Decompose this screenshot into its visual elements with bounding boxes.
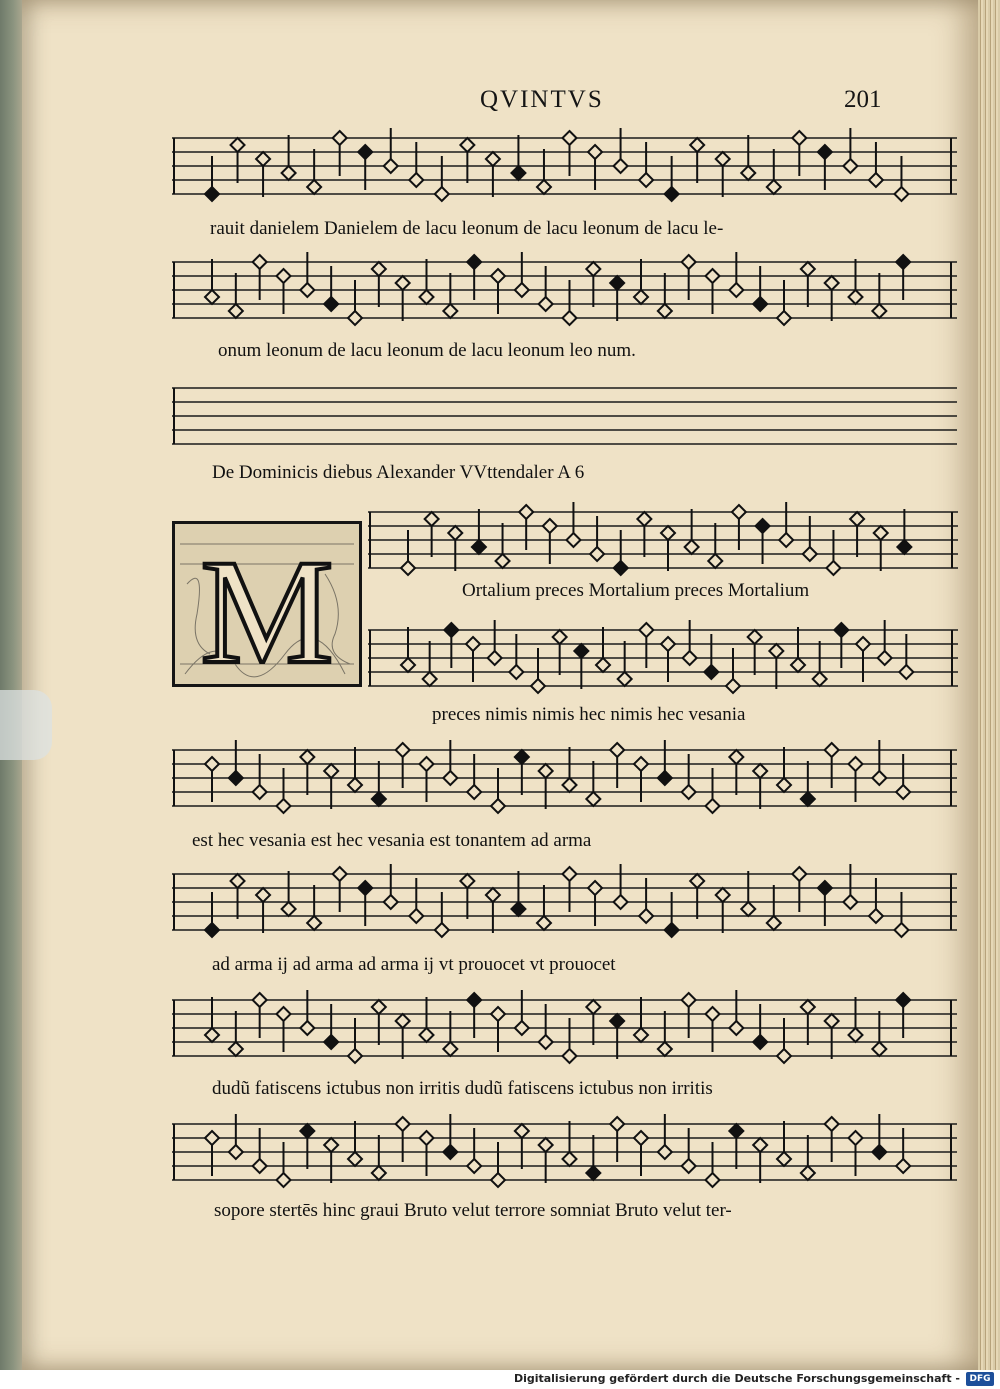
note [348, 1018, 362, 1063]
note [658, 1011, 672, 1056]
piece-title: De Dominicis diebus Alexander VVttendaler A 6 [212, 462, 585, 483]
note [553, 630, 567, 675]
note [753, 1004, 767, 1049]
note [409, 142, 423, 187]
note [253, 255, 267, 300]
note [396, 743, 410, 788]
note [443, 740, 457, 785]
note [658, 273, 672, 318]
note [307, 149, 321, 194]
note [511, 135, 525, 180]
note [682, 255, 696, 300]
note [460, 874, 474, 919]
footer-bar [0, 1370, 1000, 1389]
note [300, 1124, 314, 1169]
decorated-initial [172, 521, 362, 687]
lyric-line: preces nimis nimis hec nimis hec vesania [432, 704, 746, 725]
note [444, 623, 458, 668]
note [488, 620, 502, 665]
note [574, 644, 588, 689]
note [614, 864, 628, 909]
note [277, 269, 291, 314]
note [849, 259, 863, 304]
note [803, 516, 817, 561]
note [372, 1000, 386, 1045]
note [566, 502, 580, 547]
note [229, 1114, 243, 1159]
note [511, 871, 525, 916]
note [256, 152, 270, 197]
note [634, 1131, 648, 1176]
note [639, 878, 653, 923]
note [818, 881, 832, 926]
note [896, 754, 910, 799]
note [435, 892, 449, 937]
lyric-line: rauit danielem Danielem de lacu leonum de lacu leonum de lacu le- [210, 218, 724, 239]
note [849, 997, 863, 1042]
note [899, 634, 913, 679]
note [665, 892, 679, 937]
note [467, 754, 481, 799]
note [229, 740, 243, 785]
note [491, 269, 505, 314]
note [634, 997, 648, 1042]
note [466, 637, 480, 682]
lyric-line: sopore stertēs hinc graui Bruto velut terrore somniat Bruto velut ter- [214, 1200, 732, 1221]
note [324, 764, 338, 809]
note [792, 867, 806, 912]
note [277, 1007, 291, 1052]
note [396, 1014, 410, 1059]
note [531, 648, 545, 693]
note [515, 750, 529, 795]
note [205, 156, 219, 201]
note [358, 881, 372, 926]
note [300, 750, 314, 795]
note [372, 761, 386, 806]
note [716, 888, 730, 933]
note [448, 526, 462, 571]
note [277, 768, 291, 813]
note [253, 1128, 267, 1173]
footer-credit: Digitalisierung gefördert durch die Deutsche Forschungsgemeinschaft - [513, 1372, 960, 1385]
note [205, 259, 219, 304]
note [850, 512, 864, 557]
music-staff [172, 244, 957, 344]
note [396, 276, 410, 321]
note [586, 1000, 600, 1045]
note [348, 1121, 362, 1166]
note [420, 757, 434, 802]
note [872, 273, 886, 318]
note [596, 627, 610, 672]
note [726, 648, 740, 693]
note [324, 1004, 338, 1049]
music-staff-empty [172, 370, 957, 450]
note [486, 152, 500, 197]
note [658, 1114, 672, 1159]
note [282, 871, 296, 916]
note [756, 519, 770, 564]
note [708, 523, 722, 568]
note [610, 1014, 624, 1059]
note [539, 1004, 553, 1049]
note [753, 1138, 767, 1183]
lyric-line: est hec vesania est hec vesania est tonantem ad arma [192, 830, 592, 851]
note [777, 1121, 791, 1166]
note [563, 867, 577, 912]
note [348, 747, 362, 792]
note [682, 993, 696, 1038]
note [472, 509, 486, 554]
note [894, 892, 908, 937]
note [896, 993, 910, 1038]
note [614, 128, 628, 173]
note [801, 761, 815, 806]
note [372, 262, 386, 307]
note [300, 252, 314, 297]
note [813, 641, 827, 686]
note [818, 145, 832, 190]
note [333, 867, 347, 912]
note [661, 526, 675, 571]
note [777, 747, 791, 792]
note [401, 627, 415, 672]
note [732, 505, 746, 550]
note [849, 757, 863, 802]
note [729, 750, 743, 795]
note [610, 743, 624, 788]
note [563, 747, 577, 792]
note [637, 512, 651, 557]
note [741, 135, 755, 180]
note [825, 1117, 839, 1162]
note [872, 1011, 886, 1056]
note [792, 131, 806, 176]
note [897, 509, 911, 554]
music-staff [172, 120, 957, 220]
note [872, 1114, 886, 1159]
note [515, 1124, 529, 1169]
note [277, 1142, 291, 1187]
note [801, 1135, 815, 1180]
note [706, 768, 720, 813]
note [588, 881, 602, 926]
music-staff [172, 982, 957, 1082]
note [610, 1117, 624, 1162]
note [324, 1138, 338, 1183]
note [537, 885, 551, 930]
note [590, 516, 604, 561]
note [716, 152, 730, 197]
note [753, 266, 767, 311]
note [253, 993, 267, 1038]
note [491, 1142, 505, 1187]
note [443, 1011, 457, 1056]
note [706, 1007, 720, 1052]
note [586, 262, 600, 307]
note [777, 1018, 791, 1063]
note [324, 266, 338, 311]
note [467, 1128, 481, 1173]
note [358, 145, 372, 190]
note [685, 509, 699, 554]
note [588, 145, 602, 190]
note [384, 864, 398, 909]
note [825, 1014, 839, 1059]
note [690, 874, 704, 919]
note [834, 623, 848, 668]
lyric-line: onum leonum de lacu leonum de lacu leonum leo num. [218, 340, 636, 361]
note [729, 252, 743, 297]
note [543, 519, 557, 564]
note [401, 530, 415, 575]
note [205, 757, 219, 802]
note [231, 138, 245, 183]
lyric-line: ad arma ij ad arma ad arma ij vt prouocet vt prouocet [212, 954, 616, 975]
note [753, 764, 767, 809]
note [682, 1128, 696, 1173]
note [729, 1124, 743, 1169]
note [856, 637, 870, 682]
note [515, 990, 529, 1035]
note [826, 530, 840, 575]
note [486, 888, 500, 933]
note [425, 512, 439, 557]
note [658, 740, 672, 785]
note [563, 1121, 577, 1166]
note [791, 627, 805, 672]
note [396, 1117, 410, 1162]
note [443, 273, 457, 318]
lyric-line: Ortalium preces Mortalium preces Mortalium [462, 580, 810, 601]
note [704, 634, 718, 679]
note [614, 530, 628, 575]
book-gutter [0, 0, 22, 1370]
note [586, 761, 600, 806]
note [878, 620, 892, 665]
book-page [22, 0, 982, 1370]
page-fore-edge [978, 0, 1000, 1370]
page-header [22, 86, 982, 116]
note [443, 1114, 457, 1159]
note [729, 990, 743, 1035]
note [690, 138, 704, 183]
note [205, 1131, 219, 1176]
note [509, 634, 523, 679]
note [767, 885, 781, 930]
note [748, 630, 762, 675]
note [384, 128, 398, 173]
note [256, 888, 270, 933]
note [896, 255, 910, 300]
note [801, 262, 815, 307]
note [896, 1128, 910, 1173]
note [849, 1131, 863, 1176]
dfg-logo: DFG [966, 1372, 994, 1386]
note [874, 526, 888, 571]
note [825, 743, 839, 788]
note [682, 754, 696, 799]
note [683, 620, 697, 665]
note [460, 138, 474, 183]
music-staff [172, 1106, 957, 1206]
note [634, 259, 648, 304]
note [665, 156, 679, 201]
note [231, 874, 245, 919]
note [537, 149, 551, 194]
note [563, 131, 577, 176]
note [307, 885, 321, 930]
note [825, 276, 839, 321]
note [229, 273, 243, 318]
note [420, 997, 434, 1042]
note [767, 149, 781, 194]
note [563, 1018, 577, 1063]
book-clip [0, 690, 52, 760]
note [491, 1007, 505, 1052]
note [420, 1131, 434, 1176]
note [539, 266, 553, 311]
initial-letter: M [200, 529, 334, 684]
note [539, 1138, 553, 1183]
note [843, 128, 857, 173]
note [496, 523, 510, 568]
note [282, 135, 296, 180]
note [869, 878, 883, 923]
music-staff [368, 612, 958, 712]
note [618, 641, 632, 686]
note [435, 156, 449, 201]
music-staff [368, 494, 958, 594]
note [300, 990, 314, 1035]
note [423, 641, 437, 686]
note [229, 1011, 243, 1056]
lyric-line: dudũ fatiscens ictubus non irritis dudũ fatiscens ictubus non irritis [212, 1078, 713, 1099]
note [634, 757, 648, 802]
note [741, 871, 755, 916]
note [586, 1135, 600, 1180]
note [610, 276, 624, 321]
note [639, 623, 653, 668]
music-staff [172, 856, 957, 956]
note [869, 142, 883, 187]
note [777, 280, 791, 325]
note [563, 280, 577, 325]
note [843, 864, 857, 909]
note [894, 156, 908, 201]
note [779, 502, 793, 547]
page-number: 201 [844, 86, 882, 113]
running-title: QVINTVS [480, 86, 604, 113]
note [205, 997, 219, 1042]
note [253, 754, 267, 799]
note [420, 259, 434, 304]
note [348, 280, 362, 325]
note [706, 1142, 720, 1187]
note [205, 892, 219, 937]
note [467, 993, 481, 1038]
note [515, 252, 529, 297]
note [661, 637, 675, 682]
note [333, 131, 347, 176]
note [639, 142, 653, 187]
note [409, 878, 423, 923]
note [801, 1000, 815, 1045]
note [491, 768, 505, 813]
note [706, 269, 720, 314]
note [769, 644, 783, 689]
note [519, 505, 533, 550]
note [467, 255, 481, 300]
note [372, 1135, 386, 1180]
note [539, 764, 553, 809]
music-staff [172, 732, 957, 832]
note [872, 740, 886, 785]
